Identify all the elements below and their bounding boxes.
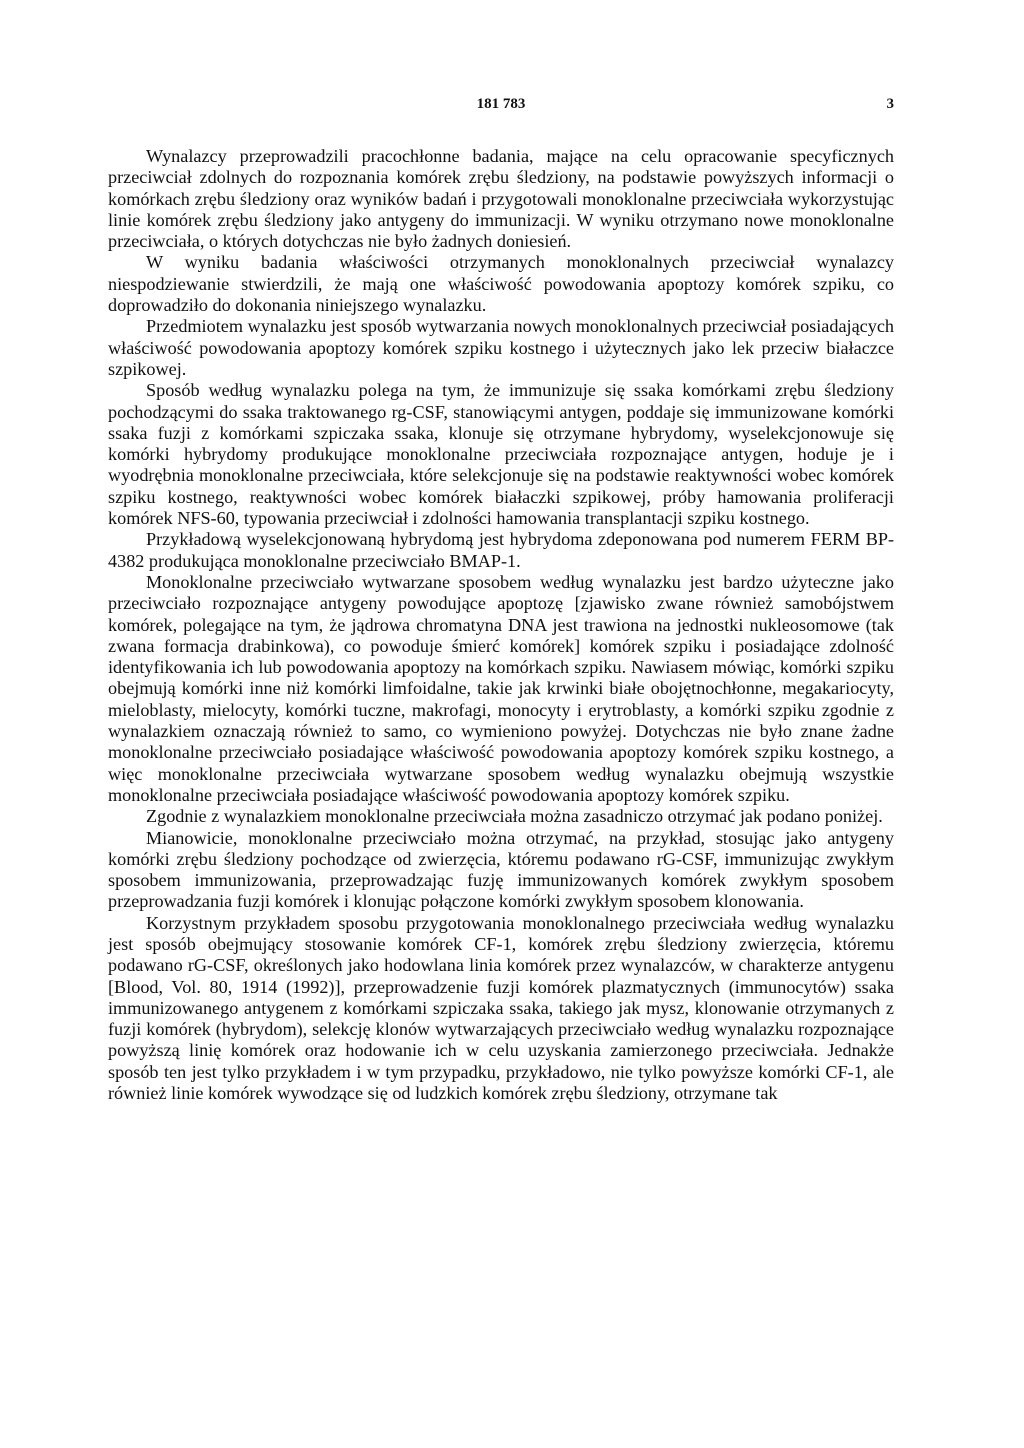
page-number: 3 — [886, 96, 894, 112]
paragraph-8: Mianowicie, monoklonalne przeciwciało można otrzymać, na przykład, stosując jako antygeny komórki zrębu śledziony pochodzące od zwierzęcia, któremu podawano rG-CSF, immunizując zwykłym sposobem immunizowania, przeprowadzając fuzję immunizowanych komórek zwykłym sposobem przeprowadzania fuzji komórek i klonując połączone komórki zwykłym sposobem klonowania. — [108, 827, 894, 912]
patent-number: 181 783 — [476, 96, 526, 112]
paragraph-7: Zgodnie z wynalazkiem monoklonalne przeciwciała można zasadniczo otrzymać jak podano poniżej. — [146, 806, 883, 827]
body-text — [108, 146, 894, 1104]
paragraph-2: W wyniku badania właściwości otrzymanych monoklonalnych przeciwciał wynalazcy niespodziewanie stwierdzili, że mają one właściwość powodowania apoptozy komórek szpiku, co doprowadziło do dokonania niniejszego wynalazku. — [108, 252, 894, 316]
paragraph-1: Wynalazcy przeprowadzili pracochłonne badania, mające na celu opracowanie specyficznych przeciwciał zdolnych do rozpoznania komórek zrębu śledziony, na podstawie powyższych informacji o komórkach zrębu śledziony oraz wyników badań i przygotowali monoklonalne przeciwciała wykorzystując linie komórek zrębu śledziony jako antygeny do immunizacji. W wyniku otrzymano nowe monoklonalne przeciwciała, o których dotychczas nie było żadnych doniesień. — [108, 146, 894, 252]
paragraph-4: Sposób według wynalazku polega na tym, że immunizuje się ssaka komórkami zrębu śledziony pochodzącymi do ssaka traktowanego rg-CSF, stanowiącymi antygen, poddaje się immunizowane komórki ssaka fuzji z komórkami szpiczaka ssaka, klonuje się otrzymane hybrydomy, wyselekcjonowuje się komórki hybrydomy produkujące monoklonalne przeciwciała rozpoznające antygen, hoduje je i wyodrębnia monoklonalne przeciwciała, które selekcjonuje się na podstawie reaktywności wobec komórek szpiku kostnego, reaktywności wobec komórek białaczki szpikowej, próby hamowania proliferacji komórek NFS-60, typowania przeciwciał i zdolności hamowania transplantacji szpiku kostnego. — [108, 380, 894, 529]
paragraph-9: Korzystnym przykładem sposobu przygotowania monoklonalnego przeciwciała według wynalazku jest sposób obejmujący stosowanie komórek CF-1, komórek zrębu śledziony zwierzęcia, któremu podawano rG-CSF, określonych jako hodowlana linia komórek przez wynalazców, w charakterze antygenu [Blood, Vol. 80, 1914 (1992)], przeprowadzenie fuzji komórek plazmatycznych (immunocytów) ssaka immunizowanego antygenem z komórkami szpiczaka ssaka, takiego jak mysz, klonowanie otrzymanych z fuzji komórek (hybrydom), selekcję klonów wytwarzających przeciwciało według wynalazku rozpoznające powyższą linię komórek oraz hodowanie ich w celu uzyskania zamierzonego przeciwciała. Jednakże sposób ten jest tylko przykładem i w tym przypadku, przykładowo, nie tylko powyższe komórki CF-1, ale również linie komórek wywodzące się od ludzkich komórek zrębu śledziony, otrzymane tak — [108, 912, 894, 1104]
document-page — [108, 96, 894, 1104]
paragraph-5: Przykładową wyselekcjonowaną hybrydomą jest hybrydoma zdeponowana pod numerem FERM BP-4382 produkująca monoklonalne przeciwciało BMAP-1. — [108, 529, 894, 571]
page-header — [108, 96, 894, 122]
paragraph-3: Przedmiotem wynalazku jest sposób wytwarzania nowych monoklonalnych przeciwciał posiadających właściwość powodowania apoptozy komórek szpiku kostnego i użytecznych jako lek przeciw białaczce szpikowej. — [108, 316, 894, 379]
paragraph-6: Monoklonalne przeciwciało wytwarzane sposobem według wynalazku jest bardzo użyteczne jako przeciwciało rozpoznające antygeny powodujące apoptozę [zjawisko zwane również samobójstwem komórek, polegające na tym, że jądrowa chromatyna DNA jest trawiona na jednostki nukleosomowe (tak zwana formacja drabinkowa), co powoduje śmierć komórek] komórek szpiku i posiadające zdolność identyfikowania ich lub powodowania apoptozy na komórkach szpiku. Nawiasem mówiąc, komórki szpiku obejmują komórki inne niż komórki limfoidalne, takie jak krwinki białe obojętnochłonne, megakariocyty, mieloblasty, mielocyty, komórki tuczne, makrofagi, monocyty i erytroblasty, a komórki szpiku zgodnie z wynalazkiem oznaczają również to samo, co wymieniono powyżej. Dotychczas nie było znane żadne monoklonalne przeciwciało posiadające właściwość powodowania apoptozy komórek szpiku kostnego, a więc monoklonalne przeciwciała wytwarzane sposobem według wynalazku obejmują wszystkie monoklonalne przeciwciała posiadające właściwość powodowania apoptozy komórek szpiku. — [108, 571, 894, 805]
